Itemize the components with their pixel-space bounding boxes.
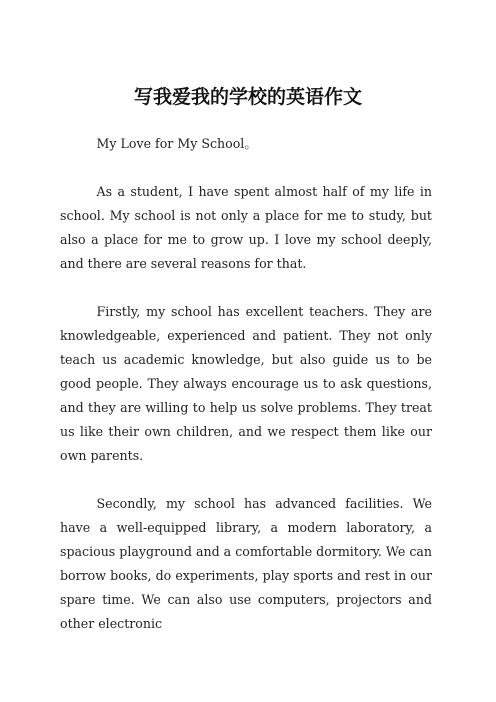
document-title: 写我爱我的学校的英语作文 [133,86,362,108]
paragraph-3: Secondly, my school has advanced facilities. We have a well-equipped library, a modern laboratory, a spacious playground and a comfortable dormitory. We can borrow books, do experiments, play sports and rest in our spare time. We can also use computers, projectors and other electronic [60,496,432,631]
document-body [60,132,432,660]
paragraph-1: As a student, I have spent almost half of my life in school. My school is not only a place for me to study, but also a place for me to grow up. I love my school deeply, and there are several reasons for that. [60,184,432,271]
paragraph-2: Firstly, my school has excellent teachers. They are knowledgeable, experienced and patient. They not only teach us academic knowledge, but also guide us to be good people. They always encourage us to ask questions, and they are willing to help us solve problems. They treat us like their own children, and we respect them like our own parents. [60,304,432,463]
essay-heading-line: My Love for My School。 [96,136,257,151]
